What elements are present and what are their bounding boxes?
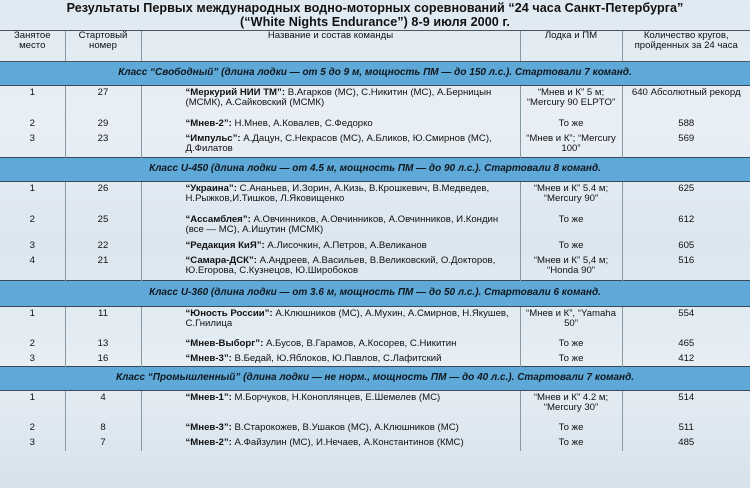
team-cell: [141, 213, 520, 239]
boat-engine-cell: То же: [520, 352, 622, 367]
table-row: [0, 213, 750, 239]
start-number-cell: 21: [65, 254, 141, 281]
team-name: “Ассамблея”:: [185, 213, 251, 225]
start-number-cell: 11: [65, 307, 141, 337]
start-number-cell: 7: [65, 436, 141, 451]
laps-cell: 625: [622, 182, 750, 213]
boat-engine-cell: “Мнев и К” 5.4 м; “Mercury 90”: [520, 182, 622, 213]
place-cell: 2: [29, 421, 35, 433]
team-name: “Меркурий НИИ ТМ”:: [185, 87, 286, 98]
header-laps: Количество кругов, пройденных за 24 часа: [622, 31, 750, 62]
boat-engine-cell: “Мнев и К” 5 м; “Mercury 90 ELPTO”: [520, 86, 622, 117]
laps-cell: 588: [622, 117, 750, 132]
start-number-cell: 25: [65, 213, 141, 239]
team-members: А.Андреев, А.Васильев, В.Великовский, О.Докторов, Ю.Егорова, С.Кузнецов, Ю.Широбоков: [185, 254, 496, 276]
place-cell: 2: [29, 117, 35, 129]
laps-cell: 569: [622, 132, 750, 158]
table-row: [0, 182, 750, 213]
start-number-cell: 4: [65, 391, 141, 421]
team-cell: [141, 86, 520, 117]
laps-cell: 514: [622, 391, 750, 421]
laps-cell: 516: [622, 254, 750, 281]
table-header-row: [0, 31, 750, 62]
class-row: [0, 281, 750, 307]
results-table: [0, 30, 750, 451]
team-name: “Импульс”:: [185, 132, 241, 144]
team-members: А.Бусов, В.Гарамов, А.Косорев, С.Никитин: [265, 337, 457, 349]
header-boat-engine: Лодка и ПМ: [520, 31, 622, 62]
place-cell: 2: [29, 337, 35, 349]
start-number-cell: 29: [65, 117, 141, 132]
header-place: Занятое место: [0, 31, 65, 62]
team-cell: [141, 421, 520, 436]
team-members: В.Бедай, Ю.Яблоков, Ю.Павлов, С.Лафитский: [234, 352, 442, 364]
laps-cell: 412: [622, 352, 750, 367]
start-number-cell: 22: [65, 239, 141, 254]
start-number-cell: 27: [65, 86, 141, 117]
team-members: А.Клюшников (МС), А.Мухин, А.Смирнов, Н.Якушев, С.Гнилица: [185, 308, 509, 330]
place-cell: 1: [29, 308, 35, 319]
laps-cell: 554: [622, 307, 750, 337]
team-cell: [141, 307, 520, 337]
team-members: А.Файзулин (МС), И.Нечаев, А.Константинов (КМС): [234, 436, 464, 448]
laps-cell: 605: [622, 239, 750, 254]
start-number-cell: 23: [65, 132, 141, 158]
team-name: “Мнев-3”:: [185, 421, 232, 433]
boat-engine-cell: То же: [520, 337, 622, 352]
table-row: [0, 352, 750, 367]
boat-engine-cell: “Мнев и К” 5,4 м; “Honda 90”: [520, 254, 622, 281]
place-cell: 1: [29, 183, 35, 194]
page-title: [6, 2, 744, 29]
class-row: [0, 367, 750, 391]
team-cell: [141, 391, 520, 421]
place-cell: 3: [29, 436, 35, 448]
class-row: [0, 158, 750, 182]
team-name: “Самара-ДСК”:: [185, 254, 257, 266]
table-row: [0, 117, 750, 132]
team-cell: [141, 352, 520, 367]
team-cell: [141, 117, 520, 132]
title-line-1: Результаты Первых международных водно-моторных соревнований “24 часа Санкт-Петербурга”: [66, 1, 684, 15]
table-row: [0, 239, 750, 254]
table-row: [0, 337, 750, 352]
team-members: А.Овчинников, А.Овчинников, А.Овчинников, И.Кондин (все — МС), А.Ишутин (МСМК): [185, 213, 499, 235]
class-caption: Класс U-360 (длина лодки — от 3.6 м, мощность ПМ — до 50 л.с.). Стартовали 6 команд.: [0, 281, 750, 307]
start-number-cell: 13: [65, 337, 141, 352]
team-name: “Юность России”:: [185, 308, 273, 319]
laps-cell: 485: [622, 436, 750, 451]
boat-engine-cell: То же: [520, 213, 622, 239]
team-cell: [141, 254, 520, 281]
place-cell: 4: [29, 254, 35, 266]
team-members: Н.Мнев, А.Ковалев, С.Федорко: [234, 117, 373, 129]
laps-cell: 640 Абсолютный рекорд: [622, 86, 750, 117]
boat-engine-cell: “Мнев и К”, “Yamaha 50”: [520, 307, 622, 337]
boat-engine-cell: “Мнев и К” 4.2 м; “Mercury 30”: [520, 391, 622, 421]
team-cell: [141, 182, 520, 213]
start-number-cell: 26: [65, 182, 141, 213]
team-name: “Мнев-2”:: [185, 436, 232, 448]
laps-cell: 612: [622, 213, 750, 239]
team-cell: [141, 436, 520, 451]
team-name: “Редакция КиЯ”:: [185, 239, 265, 251]
team-name: “Мнев-2”:: [185, 117, 232, 129]
team-cell: [141, 132, 520, 158]
boat-engine-cell: “Мнев и К”; “Mercury 100”: [520, 132, 622, 158]
laps-cell: 511: [622, 421, 750, 436]
boat-engine-cell: То же: [520, 117, 622, 132]
team-members: А.Дацун, С.Некрасов (МС), А.Бликов, Ю.Смирнов (МС), Д.Филатов: [185, 132, 492, 154]
place-cell: 2: [29, 213, 35, 225]
team-cell: [141, 337, 520, 352]
boat-engine-cell: То же: [520, 436, 622, 451]
table-row: [0, 307, 750, 337]
class-caption: Класс U-450 (длина лодки — от 4.5 м, мощность ПМ — до 90 л.с.). Стартовали 8 команд.: [0, 158, 750, 182]
laps-cell: 465: [622, 337, 750, 352]
class-row: [0, 62, 750, 86]
table-row: [0, 436, 750, 451]
table-row: [0, 421, 750, 436]
header-start-number: Стартовый номер: [65, 31, 141, 62]
class-caption: Класс “Свободный” (длина лодки — от 5 до 9 м, мощность ПМ — до 150 л.с.). Стартовали 7 команд.: [0, 62, 750, 86]
table-row: [0, 254, 750, 281]
header-team: Название и состав команды: [141, 31, 520, 62]
team-name: “Мнев-3”:: [185, 352, 232, 364]
table-row: [0, 132, 750, 158]
table-row: [0, 86, 750, 117]
team-members: А.Лисочкин, А.Петров, А.Великанов: [267, 239, 427, 251]
team-members: М.Борчуков, Н.Коноплянцев, Е.Шемелев (МС): [234, 392, 441, 403]
team-name: “Мнев-Выборг”:: [185, 337, 264, 349]
start-number-cell: 16: [65, 352, 141, 367]
team-members: В.Агарков (МС), С.Никитин (МС), А.Берницын (МСМК), А.Сайковский (МСМК): [185, 87, 492, 109]
table-body: [0, 62, 750, 451]
boat-engine-cell: То же: [520, 421, 622, 436]
class-caption: Класс “Промышленный” (длина лодки — не норм., мощность ПМ — до 40 л.с.). Стартовали 7 команд.: [0, 367, 750, 391]
team-members: В.Старокожев, В.Ушаков (МС), А.Клюшников (МС): [234, 421, 459, 433]
team-name: “Мнев-1”:: [185, 392, 232, 403]
team-name: “Украина”:: [185, 183, 237, 194]
place-cell: 3: [29, 352, 35, 364]
place-cell: 1: [29, 392, 35, 403]
place-cell: 3: [29, 132, 35, 144]
table-row: [0, 391, 750, 421]
place-cell: 1: [29, 87, 35, 98]
boat-engine-cell: То же: [520, 239, 622, 254]
place-cell: 3: [29, 239, 35, 251]
title-line-2: (“White Nights Endurance”) 8-9 июля 2000 г.: [240, 14, 510, 29]
team-members: С.Ананьев, И.Зорин, А.Кизь, В.Крошкевич, В.Медведев, Н.Рыжков,И.Тишков, Л.Яковищенко: [185, 183, 490, 205]
team-cell: [141, 239, 520, 254]
start-number-cell: 8: [65, 421, 141, 436]
